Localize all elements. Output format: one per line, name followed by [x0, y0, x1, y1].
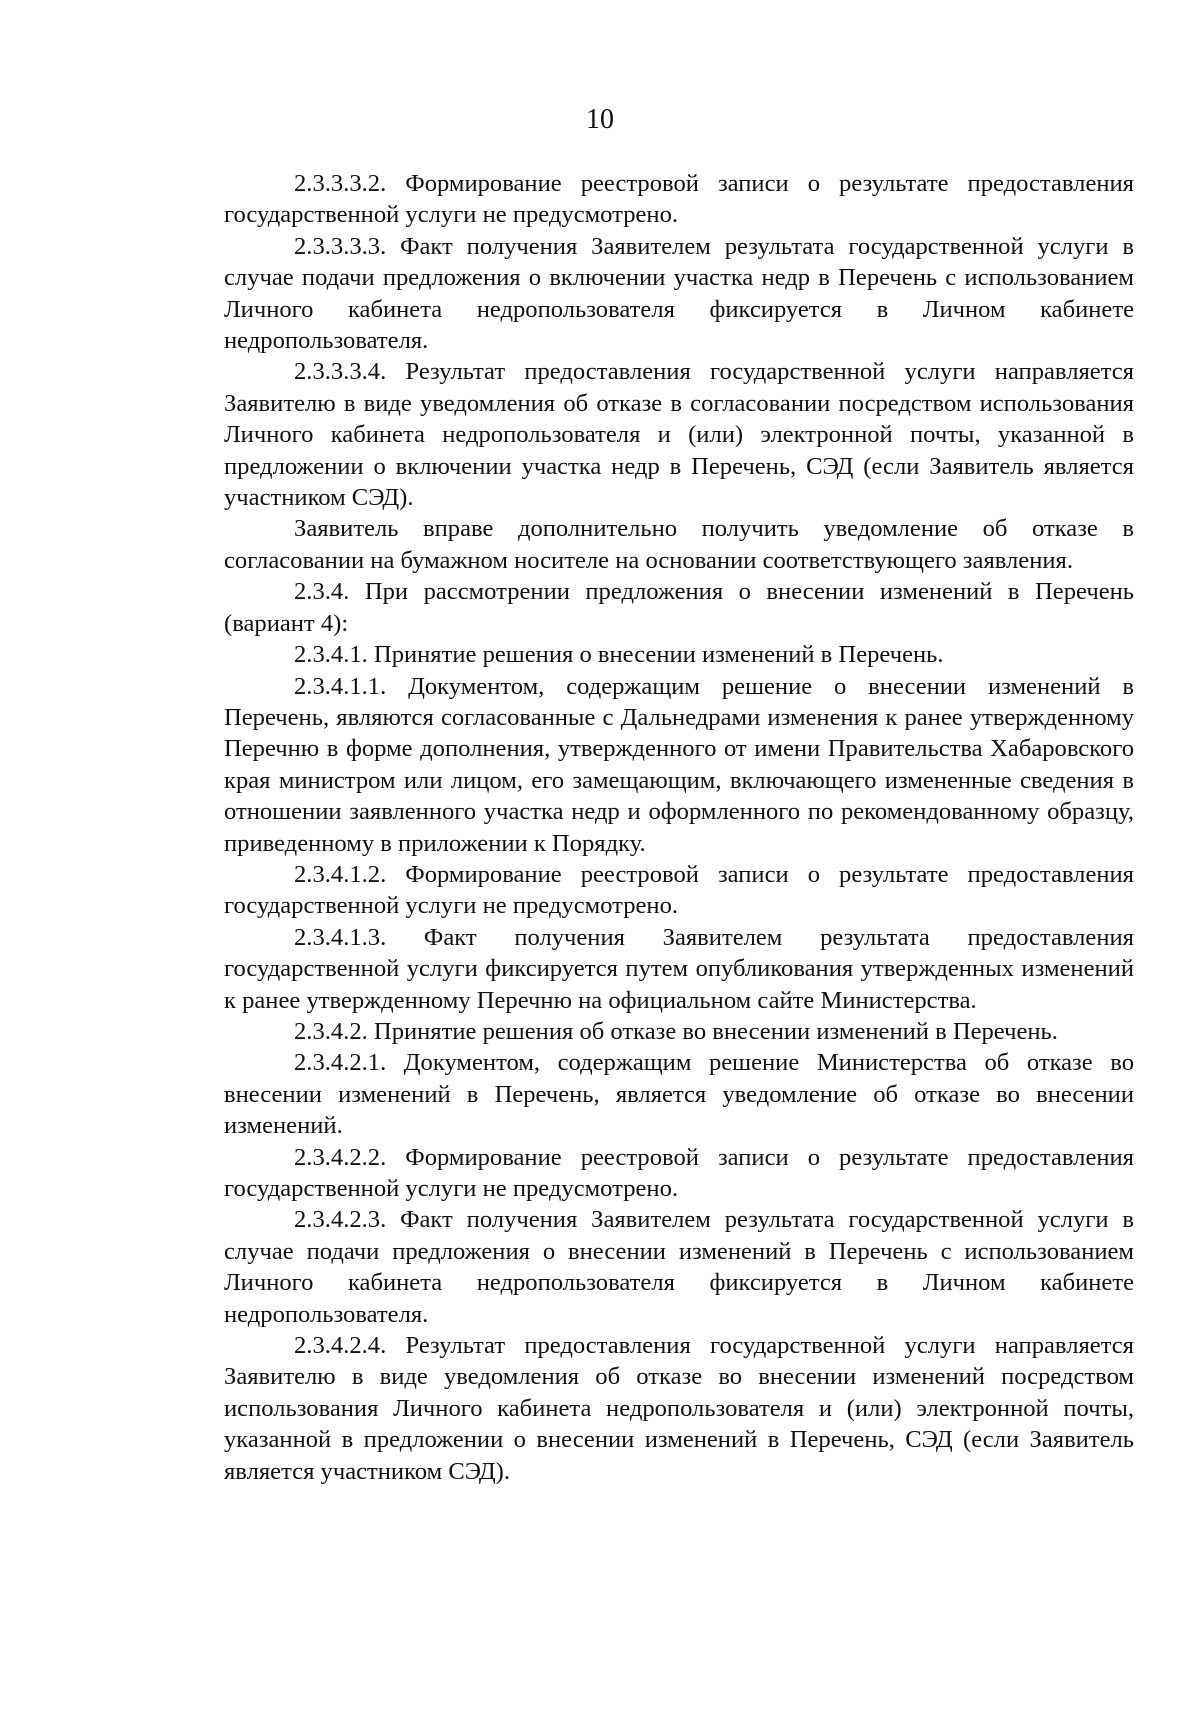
- paragraph-2-3-3-3-4: 2.3.3.3.4. Результат предоставления государственной услуги направляется Заявителю в виде уведомления об отказе в согласовании посредством использования Личного кабинета недропользователя и (или) электронной почты, указанной в предложении о включении участка недр в Перечень, СЭД (если Заявитель является участником СЭД).: [224, 358, 1134, 512]
- paragraph-2-3-4-1: 2.3.4.1. Принятие решения о внесении изменений в Перечень.: [294, 641, 944, 669]
- paragraph-2-3-3-3-2: 2.3.3.3.2. Формирование реестровой записи о результате предоставления государственной услуги не предусмотрено.: [224, 170, 1134, 229]
- paragraph-2-3-4-2-4: 2.3.4.2.4. Результат предоставления государственной услуги направляется Заявителю в виде уведомления об отказе во внесении изменений посредством использования Личного кабинета недропользователя и (или) электронной почты, указанной в предложении о внесении изменений в Перечень, СЭД (если Заявитель является участником СЭД).: [224, 1332, 1134, 1485]
- paragraph-2-3-4-1-2: 2.3.4.1.2. Формирование реестровой записи о результате предоставления государственной услуги не предусмотрено.: [224, 860, 1134, 920]
- paragraph-2-3-3-3-3: 2.3.3.3.3. Факт получения Заявителем результата государственной услуги в случае подачи предложения о включении участка недр в Перечень с использованием Личного кабинета недропользователя фиксируется в Личном кабинете недропользователя.: [224, 232, 1134, 355]
- paragraph-2-3-4: 2.3.4. При рассмотрении предложения о внесении изменений в Перечень (вариант 4):: [224, 578, 1134, 637]
- paragraph-2-3-4-1-1: 2.3.4.1.1. Документом, содержащим решение о внесении изменений в Перечень, являются согласованные с Дальнедрами изменения к ранее утвержденному Перечню в форме дополнения, утвержденного от имени Правительства Хабаровского края министром или лицом, его замещающим, включающего измененные сведения в отношении заявленного участка недр и оформленного по рекомендованному образцу, приведенному в приложении к Порядку.: [224, 672, 1134, 857]
- paragraph-2-3-4-1-3: 2.3.4.1.3. Факт получения Заявителем результата предоставления государственной услуги фиксируется путем опубликования утвержденных изменений к ранее утвержденному Перечню на официальном сайте Министерства.: [224, 923, 1134, 1014]
- paragraph-2-3-4-2: 2.3.4.2. Принятие решения об отказе во внесении изменений в Перечень.: [294, 1017, 1058, 1045]
- paragraph-2-3-4-2-3: 2.3.4.2.3. Факт получения Заявителем результата государственной услуги в случае подачи предложения о внесении изменений в Перечень с использованием Личного кабинета недропользователя фиксируется в Личном кабинете недропользователя.: [224, 1206, 1134, 1328]
- paragraph-applicant-paper-copy: Заявитель вправе дополнительно получить уведомление об отказе в согласовании на бумажном носителе на основании соответствующего заявления.: [224, 515, 1134, 574]
- paragraph-2-3-4-2-2: 2.3.4.2.2. Формирование реестровой записи о результате предоставления государственной услуги не предусмотрено.: [224, 1143, 1134, 1202]
- document-body: [224, 168, 1134, 1487]
- page-number: 10: [586, 104, 614, 135]
- paragraph-2-3-4-2-1: 2.3.4.2.1. Документом, содержащим решение Министерства об отказе во внесении изменений в Перечень, является уведомление об отказе во внесении изменений.: [224, 1049, 1134, 1140]
